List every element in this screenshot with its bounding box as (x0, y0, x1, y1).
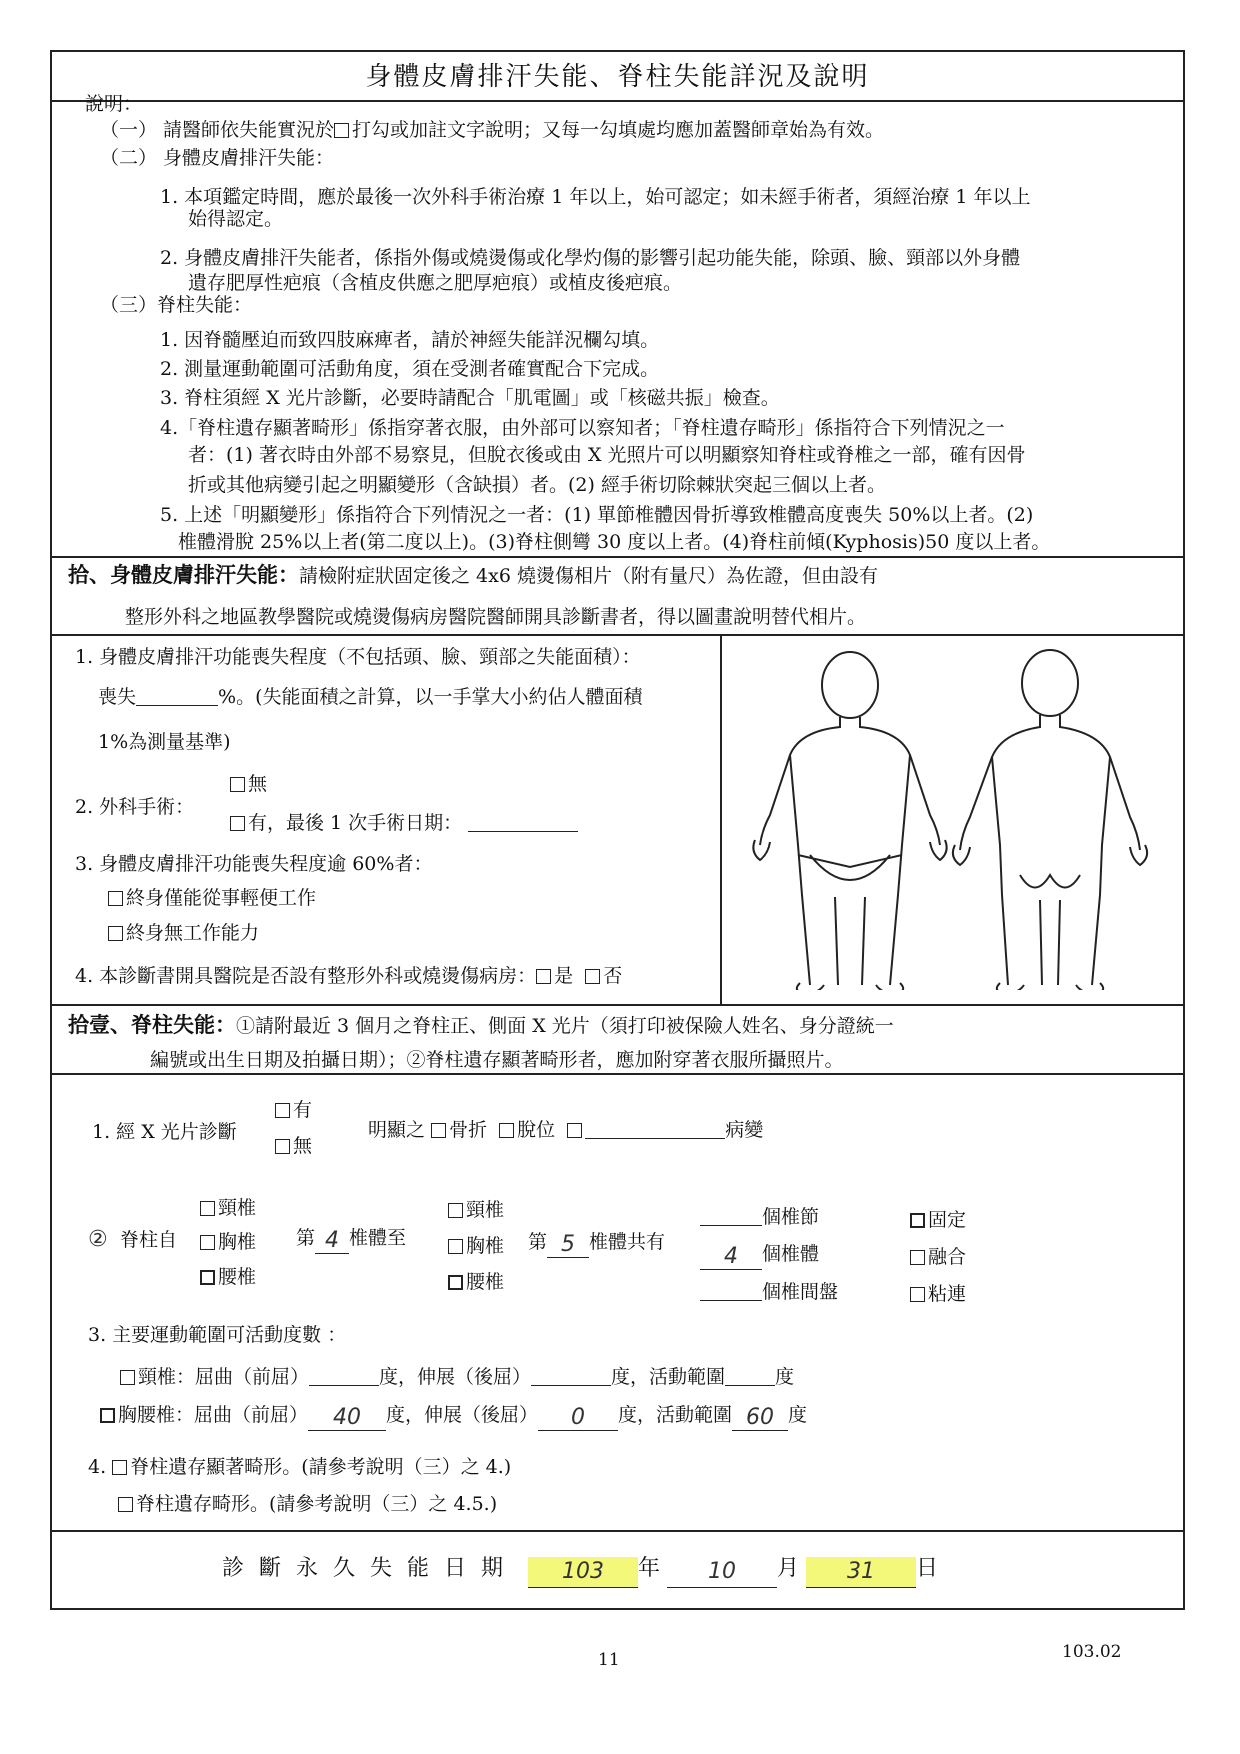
lesion-checkbox[interactable] (567, 1123, 582, 1138)
sec11-divider (50, 1530, 1185, 1532)
sec10-divider (50, 1004, 1185, 1006)
tl-range-field[interactable]: 60 (732, 1406, 788, 1431)
neck-ext-field[interactable] (531, 1385, 611, 1386)
surgery-yes-checkbox[interactable] (230, 816, 245, 831)
fusion-option[interactable]: 融合 (910, 1245, 966, 1269)
sec11-desc2: 編號或出生日期及拍攝日期）；②脊柱遺存顯著畸形者，應加附穿著衣服所攝照片。 (150, 1049, 844, 1071)
date-day-field[interactable]: 31 (806, 1557, 916, 1588)
adhesion-option[interactable]: 粘連 (910, 1282, 966, 1306)
to-lumbar-checkbox[interactable] (448, 1275, 463, 1290)
note-2-1a: 1. 本項鑑定時間，應於最後一次外科手術治療 1 年以上，始可認定；如未經手術者，須經治療 1 年以上 (160, 186, 1031, 208)
xray-label: 1. 經 X 光片診斷 (92, 1121, 237, 1143)
sec10-q3: 3. 身體皮膚排汗功能喪失程度逾 60%者： (75, 853, 433, 875)
from-vertebra-field: 第 4 椎體至 (296, 1227, 407, 1253)
from-thoracic-option[interactable]: 胸椎 (200, 1230, 256, 1254)
form-version: 103.02 (1062, 1642, 1122, 1662)
xray-findings: 明顯之 骨折 脫位 病變 (368, 1119, 764, 1141)
from-vertebra-value[interactable]: 4 (315, 1229, 349, 1254)
adhesion-checkbox[interactable] (910, 1287, 925, 1302)
disc-count-field[interactable] (700, 1300, 762, 1301)
note-2: （二） 身體皮膚排汗失能： (100, 147, 335, 169)
xray-no-option[interactable]: 無 (275, 1134, 312, 1158)
date-year-field[interactable]: 103 (528, 1557, 638, 1588)
form-title: 身體皮膚排汗失能、脊柱失能詳況及說明 (365, 62, 870, 92)
note-1: （一） 請醫師依失能實況於 打勾或加註文字說明；又每一勾填處均應加蓋醫師章始為有效。 (100, 119, 885, 141)
sample-checkbox-icon (334, 123, 349, 138)
sec11-title: 拾壹、脊柱失能： (68, 1012, 236, 1037)
xray-no-checkbox[interactable] (275, 1139, 290, 1154)
sec10-q1-line2: 1%為測量基準) (98, 731, 231, 753)
note-3-4b: 者：(1) 著衣時由外部不易察見，但脫衣後或由 X 光照片可以明顯察知脊柱或脊椎之一部，確有因骨 (188, 444, 1026, 466)
fracture-checkbox[interactable] (431, 1123, 446, 1138)
sec10-desc2: 整形外科之地區教學醫院或燒燙傷病房醫院醫師開具診斷書者，得以圖畫說明替代相片。 (125, 606, 867, 628)
segment-count-field[interactable] (700, 1225, 762, 1226)
dislocation-checkbox[interactable] (499, 1123, 514, 1138)
from-lumbar-option[interactable]: 腰椎 (200, 1265, 256, 1289)
to-cervical-option[interactable]: 頸椎 (448, 1198, 504, 1222)
marked-deformity-checkbox[interactable] (112, 1460, 127, 1475)
disability-date-row: 診 斷 永 久 失 能 日 期 103 年 10 月 31 日 (222, 1554, 938, 1588)
fixed-checkbox[interactable] (910, 1213, 925, 1228)
no-work-checkbox[interactable] (108, 926, 123, 941)
note-3-3: 3. 脊柱須經 X 光片診斷，必要時請配合「肌電圖」或「核磁共振」檢查。 (160, 387, 780, 409)
vertebra-count-field[interactable]: 4 (700, 1245, 762, 1270)
xray-yes-checkbox[interactable] (275, 1103, 290, 1118)
light-work-checkbox[interactable] (108, 891, 123, 906)
neck-flex-field[interactable] (309, 1385, 379, 1386)
sec10-q1-line: 喪失 %。(失能面積之計算，以一手掌大小約佔人體面積 (98, 686, 643, 708)
body-front-back-outline-icon (740, 645, 1160, 990)
to-vertebra-field: 第 5 椎體共有 (528, 1231, 666, 1257)
sec10-q2: 2. 外科手術： (75, 796, 195, 818)
xray-yes-option[interactable]: 有 (275, 1098, 312, 1122)
light-work-option[interactable]: 終身僅能從事輕便工作 (108, 886, 316, 910)
to-lumbar-option[interactable]: 腰椎 (448, 1270, 504, 1294)
surgery-none-checkbox[interactable] (230, 777, 245, 792)
sec10-column-divider (720, 634, 722, 1004)
sec10-header: 拾、身體皮膚排汗失能：請檢附症狀固定後之 4x6 燒燙傷相片（附有量尺）為佐證，但由設有 (68, 562, 878, 587)
from-cervical-option[interactable]: 頸椎 (200, 1196, 256, 1220)
note-3: （三）脊柱失能： (100, 294, 253, 316)
date-month-field[interactable]: 10 (667, 1557, 777, 1588)
thoracolumbar-rom-checkbox[interactable] (100, 1408, 115, 1423)
from-thoracic-checkbox[interactable] (200, 1235, 215, 1250)
burn-ward-no-checkbox[interactable] (585, 969, 600, 984)
segment-count-a: 個椎節 (700, 1205, 819, 1229)
segment-count-b: 4 個椎體 (700, 1242, 819, 1270)
spine-from-label (88, 1228, 108, 1252)
from-lumbar-checkbox[interactable] (200, 1270, 215, 1285)
note-3-1: 1. 因脊髓壓迫而致四肢麻痺者，請於神經失能詳況欄勾填。 (160, 329, 660, 351)
note-3-4a: 4.「脊柱遺存顯著畸形」係指穿著衣服，由外部可以察知者；「脊柱遺存畸形」係指符合下列情況之一 (160, 417, 1005, 439)
page-number: 11 (598, 1650, 620, 1670)
rom-label: 3. 主要運動範圍可活動度數 ： (88, 1324, 347, 1346)
neck-rom-checkbox[interactable] (120, 1370, 135, 1385)
lesion-field[interactable] (585, 1138, 725, 1139)
neck-range-field[interactable] (725, 1385, 775, 1386)
surgery-none-option[interactable]: 無 (230, 772, 267, 796)
to-thoracic-option[interactable]: 胸椎 (448, 1234, 504, 1258)
note-3-2: 2. 測量運動範圍可活動角度，須在受測者確實配合下完成。 (160, 358, 660, 380)
segment-count-c: 個椎間盤 (700, 1280, 838, 1304)
no-work-option[interactable]: 終身無工作能力 (108, 921, 259, 945)
note-3-4c: 折或其他病變引起之明顯變形（含缺損）者。(2) 經手術切除棘狀突起三個以上者。 (188, 474, 886, 496)
title-divider (50, 100, 1185, 102)
deformity-checkbox[interactable] (118, 1497, 133, 1512)
sec10-header-divider (50, 634, 1185, 636)
to-vertebra-value[interactable]: 5 (547, 1233, 589, 1258)
tl-flex-field[interactable]: 40 (308, 1406, 386, 1431)
thoracolumbar-rom-row: 胸腰椎：屈曲（前屈） 40 度，伸展（後屈） 0 度，活動範圍 60 度 (100, 1403, 807, 1431)
notes-divider (50, 556, 1185, 558)
sec11-header: 拾壹、脊柱失能：①請附最近 3 個月之脊柱正、側面 X 光片（須打印被保險人姓名、身分證統一 (68, 1012, 894, 1037)
tl-ext-field[interactable]: 0 (538, 1406, 618, 1431)
note-3-5a: 5. 上述「明顯變形」係指符合下列情況之一者：(1) 單節椎體因骨折導致椎體高度喪失 50%以上者。(2) (160, 504, 1034, 526)
disability-date-label: 診 斷 永 久 失 能 日 期 (222, 1556, 507, 1581)
spine-item-number: ② (88, 1227, 108, 1252)
deformity-q4: 4. 脊柱遺存顯著畸形。(請參考說明（三）之 4.) (88, 1456, 512, 1478)
spine-from-text: 脊柱自 (120, 1229, 178, 1251)
notes-label: 說明： (85, 93, 143, 115)
neck-rom-row: 頸椎：屈曲（前屈） 度，伸展（後屈） 度，活動範圍 度 (120, 1365, 794, 1389)
note-2-2a: 2. 身體皮膚排汗失能者，係指外傷或燒燙傷或化學灼傷的影響引起功能失能，除頭、臉、頸部以外身體 (160, 247, 1021, 269)
note-2-2b: 遺存肥厚性疤痕（含植皮供應之肥厚疤痕）或植皮後疤痕。 (188, 272, 683, 294)
to-thoracic-checkbox[interactable] (448, 1239, 463, 1254)
note-2-1b: 始得認定。 (188, 208, 284, 230)
sec10-q1: 1. 身體皮膚排汗功能喪失程度（不包括頭、臉、頸部之失能面積）： (75, 646, 641, 668)
fixed-option[interactable]: 固定 (910, 1208, 966, 1232)
surgery-yes-option[interactable]: 有，最後 1 次手術日期： (230, 811, 578, 835)
sec11-header-divider (50, 1073, 1185, 1075)
last-surgery-date-field[interactable] (468, 831, 578, 832)
burn-ward-yes-checkbox[interactable] (536, 969, 551, 984)
loss-percent-field[interactable] (136, 705, 218, 706)
sec10-title: 拾、身體皮膚排汗失能： (68, 562, 299, 587)
from-cervical-checkbox[interactable] (200, 1201, 215, 1216)
to-cervical-checkbox[interactable] (448, 1203, 463, 1218)
sec10-q4: 4. 本診斷書開具醫院是否設有整形外科或燒燙傷病房： 是 否 (75, 965, 623, 987)
fusion-checkbox[interactable] (910, 1250, 925, 1265)
note-3-5b: 椎體滑脫 25%以上者(第二度以上)。(3)脊柱側彎 30 度以上者。(4)脊柱前傾(Kyphosis)50 度以上者。 (178, 531, 1051, 553)
deformity-b: 脊柱遺存畸形。(請參考說明（三）之 4.5.) (118, 1492, 497, 1516)
